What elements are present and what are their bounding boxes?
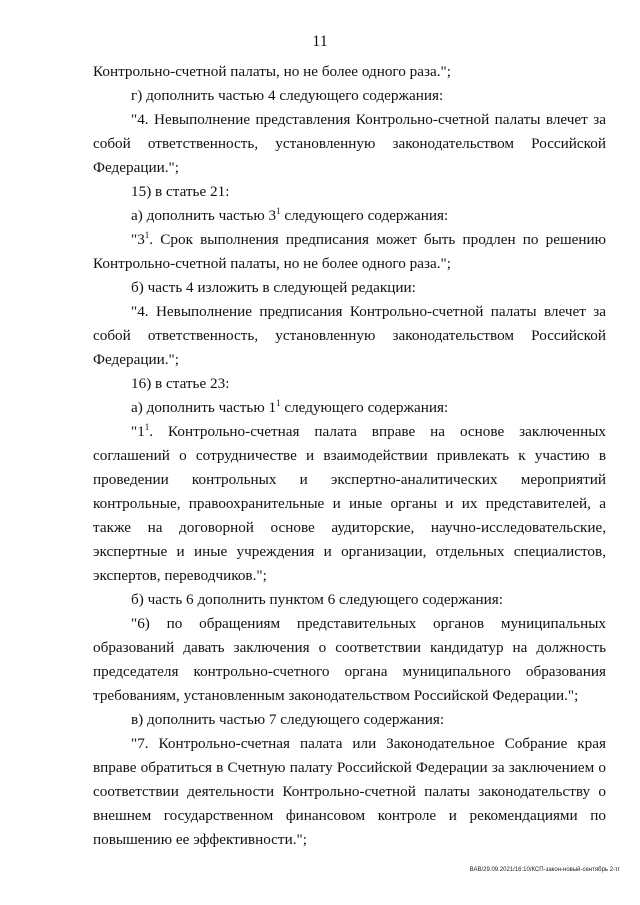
paragraph-text: . Контрольно-счетная палата вправе на основе заключенных соглашений о сотрудничестве и взаимодействии привлекать к участию в проведении контрольных и экспертно-аналитических мероприятий контрольные, правоохранительные и иные органы и их представителей, а также на договорной основе аудиторские, научно-исследовательские, экспертные и иные учреждения и организации, отдельных специалистов, экспертов, переводчиков.";	[93, 423, 606, 584]
paragraph	[93, 204, 606, 228]
paragraph-text: следующего содержания:	[280, 207, 449, 224]
paragraph: в) дополнить частью 7 следующего содержания:	[131, 711, 445, 728]
paragraph-text: "3	[131, 231, 145, 248]
paragraph-text: следующего содержания:	[280, 399, 449, 416]
paragraph: 16) в статье 23:	[131, 375, 230, 392]
paragraph: б) часть 4 изложить в следующей редакции:	[131, 279, 416, 296]
paragraph-text: а) дополнить частью 1	[131, 399, 277, 416]
document-footer: ВАВ/29.09.2021/16:10/КСП-закон-новый-сентябрь 2-тг	[469, 867, 620, 873]
paragraph: б) часть 6 дополнить пунктом 6 следующего содержания:	[131, 591, 503, 608]
paragraph	[93, 396, 606, 420]
superscript: 1	[144, 230, 150, 240]
paragraph: "6) по обращениям представительных органов муниципальных образований давать заключения о соответствии кандидатур на должность председателя контрольно-счетного органа муниципального образования требованиям, установленным законодательством Российской Федерации.";	[93, 615, 606, 704]
paragraph: г) дополнить частью 4 следующего содержания:	[131, 87, 444, 104]
paragraph	[93, 420, 606, 588]
paragraph: "4. Невыполнение представления Контрольно-счетной палаты влечет за собой ответственность, установленную законодательством Российской Федерации.";	[93, 111, 606, 176]
document-body	[93, 60, 606, 852]
paragraph-text: а) дополнить частью 3	[131, 207, 277, 224]
paragraph: "7. Контрольно-счетная палата или Законодательное Собрание края вправе обратиться в Счетную палату Российской Федерации за заключением о соответствии деятельности Контрольно-счетной палаты законодательству о внешнем государственном финансовом контроле и рекомендациями по повышению ее эффективности.";	[93, 735, 606, 848]
paragraph	[93, 228, 606, 276]
superscript: 1	[144, 422, 150, 432]
superscript: 1	[276, 206, 281, 216]
paragraph: 15) в статье 21:	[131, 183, 230, 200]
paragraph: "4. Невыполнение предписания Контрольно-счетной палаты влечет за собой ответственность, установленную законодательством Российской Федерации.";	[93, 303, 606, 368]
superscript: 1	[276, 398, 281, 408]
paragraph: Контрольно-счетной палаты, но не более одного раза.";	[93, 63, 451, 80]
page-number: 11	[312, 33, 328, 50]
paragraph-text: "1	[131, 423, 145, 440]
paragraph-text: . Срок выполнения предписания может быть продлен по решению Контрольно-счетной палаты, но не более одного раза.";	[93, 231, 606, 272]
